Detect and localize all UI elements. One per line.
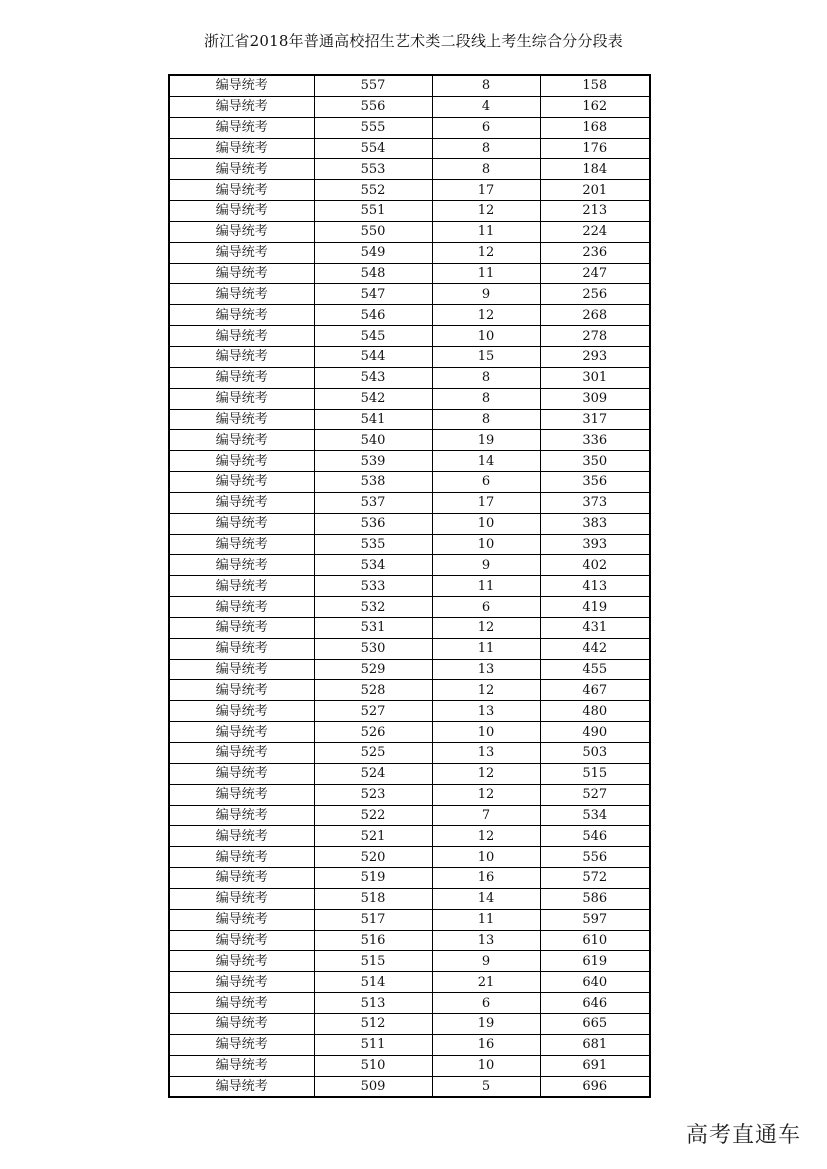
cumulative-cell: 534 [540,805,650,826]
count-cell: 5 [432,1076,540,1097]
cumulative-cell: 442 [540,638,650,659]
cumulative-cell: 301 [540,367,650,388]
score-cell: 510 [314,1055,432,1076]
table-row [169,597,650,618]
category-cell: 编导统考 [169,1034,314,1055]
score-cell: 533 [314,576,432,597]
table-row [169,1034,650,1055]
score-cell: 548 [314,263,432,284]
category-cell: 编导统考 [169,576,314,597]
category-cell: 编导统考 [169,638,314,659]
table-row [169,451,650,472]
count-cell: 9 [432,284,540,305]
count-cell: 12 [432,680,540,701]
score-cell: 549 [314,242,432,263]
category-cell: 编导统考 [169,284,314,305]
table-row [169,180,650,201]
count-cell: 17 [432,492,540,513]
count-cell: 13 [432,659,540,680]
category-cell: 编导统考 [169,617,314,638]
count-cell: 11 [432,576,540,597]
score-cell: 523 [314,784,432,805]
table-row [169,972,650,993]
score-cell: 555 [314,117,432,138]
count-cell: 14 [432,451,540,472]
table-row [169,284,650,305]
category-cell: 编导统考 [169,805,314,826]
table-row [169,242,650,263]
category-cell: 编导统考 [169,242,314,263]
cumulative-cell: 184 [540,159,650,180]
score-cell: 550 [314,221,432,242]
score-cell: 547 [314,284,432,305]
count-cell: 11 [432,638,540,659]
score-cell: 551 [314,201,432,222]
cumulative-cell: 256 [540,284,650,305]
count-cell: 13 [432,743,540,764]
cumulative-cell: 431 [540,617,650,638]
table-row [169,346,650,367]
table-row [169,701,650,722]
score-cell: 554 [314,138,432,159]
cumulative-cell: 527 [540,784,650,805]
cumulative-cell: 247 [540,263,650,284]
count-cell: 8 [432,409,540,430]
score-cell: 519 [314,868,432,889]
category-cell: 编导统考 [169,534,314,555]
score-cell: 541 [314,409,432,430]
table-row [169,513,650,534]
table-row [169,680,650,701]
table-row [169,159,650,180]
count-cell: 11 [432,221,540,242]
score-cell: 539 [314,451,432,472]
cumulative-cell: 572 [540,868,650,889]
table-row [169,805,650,826]
category-cell: 编导统考 [169,930,314,951]
cumulative-cell: 546 [540,826,650,847]
table-row [169,951,650,972]
score-cell: 509 [314,1076,432,1097]
category-cell: 编导统考 [169,409,314,430]
score-cell: 527 [314,701,432,722]
count-cell: 17 [432,180,540,201]
count-cell: 15 [432,346,540,367]
count-cell: 10 [432,722,540,743]
table-row [169,1055,650,1076]
table-row [169,763,650,784]
score-cell: 521 [314,826,432,847]
score-cell: 544 [314,346,432,367]
category-cell: 编导统考 [169,117,314,138]
category-cell: 编导统考 [169,680,314,701]
cumulative-cell: 646 [540,993,650,1014]
category-cell: 编导统考 [169,847,314,868]
cumulative-cell: 293 [540,346,650,367]
table-row [169,930,650,951]
cumulative-cell: 236 [540,242,650,263]
score-cell: 515 [314,951,432,972]
category-cell: 编导统考 [169,472,314,493]
category-cell: 编导统考 [169,993,314,1014]
score-cell: 520 [314,847,432,868]
score-cell: 540 [314,430,432,451]
score-cell: 522 [314,805,432,826]
table-row [169,659,650,680]
table-row [169,784,650,805]
cumulative-cell: 393 [540,534,650,555]
score-cell: 526 [314,722,432,743]
cumulative-cell: 480 [540,701,650,722]
table-row [169,96,650,117]
score-cell: 525 [314,743,432,764]
table-row [169,430,650,451]
score-cell: 534 [314,555,432,576]
count-cell: 16 [432,1034,540,1055]
cumulative-cell: 317 [540,409,650,430]
category-cell: 编导统考 [169,159,314,180]
table-row [169,888,650,909]
count-cell: 8 [432,367,540,388]
count-cell: 12 [432,305,540,326]
table-row [169,555,650,576]
score-cell: 557 [314,75,432,96]
cumulative-cell: 278 [540,326,650,347]
cumulative-cell: 597 [540,909,650,930]
score-cell: 516 [314,930,432,951]
count-cell: 6 [432,597,540,618]
cumulative-cell: 467 [540,680,650,701]
cumulative-cell: 586 [540,888,650,909]
category-cell: 编导统考 [169,388,314,409]
score-cell: 517 [314,909,432,930]
category-cell: 编导统考 [169,221,314,242]
cumulative-cell: 350 [540,451,650,472]
count-cell: 8 [432,138,540,159]
count-cell: 10 [432,326,540,347]
cumulative-cell: 696 [540,1076,650,1097]
count-cell: 6 [432,117,540,138]
category-cell: 编导统考 [169,743,314,764]
table-row [169,305,650,326]
score-cell: 537 [314,492,432,513]
score-cell: 512 [314,1013,432,1034]
count-cell: 19 [432,430,540,451]
category-cell: 编导统考 [169,96,314,117]
category-cell: 编导统考 [169,888,314,909]
score-table-body [169,75,650,1097]
category-cell: 编导统考 [169,597,314,618]
count-cell: 12 [432,784,540,805]
score-cell: 530 [314,638,432,659]
cumulative-cell: 213 [540,201,650,222]
cumulative-cell: 224 [540,221,650,242]
cumulative-cell: 610 [540,930,650,951]
cumulative-cell: 176 [540,138,650,159]
count-cell: 12 [432,242,540,263]
table-row [169,201,650,222]
score-cell: 511 [314,1034,432,1055]
table-row [169,993,650,1014]
category-cell: 编导统考 [169,909,314,930]
table-row [169,117,650,138]
cumulative-cell: 268 [540,305,650,326]
category-cell: 编导统考 [169,75,314,96]
category-cell: 编导统考 [169,180,314,201]
cumulative-cell: 556 [540,847,650,868]
count-cell: 14 [432,888,540,909]
count-cell: 9 [432,951,540,972]
cumulative-cell: 681 [540,1034,650,1055]
table-row [169,388,650,409]
table-row [169,638,650,659]
category-cell: 编导统考 [169,951,314,972]
table-row [169,1013,650,1034]
category-cell: 编导统考 [169,722,314,743]
cumulative-cell: 419 [540,597,650,618]
category-cell: 编导统考 [169,826,314,847]
cumulative-cell: 402 [540,555,650,576]
count-cell: 8 [432,388,540,409]
score-cell: 528 [314,680,432,701]
score-cell: 536 [314,513,432,534]
score-cell: 542 [314,388,432,409]
score-cell: 545 [314,326,432,347]
cumulative-cell: 373 [540,492,650,513]
cumulative-cell: 162 [540,96,650,117]
category-cell: 编导统考 [169,492,314,513]
category-cell: 编导统考 [169,430,314,451]
count-cell: 10 [432,847,540,868]
count-cell: 10 [432,1055,540,1076]
table-row [169,1076,650,1097]
cumulative-cell: 383 [540,513,650,534]
score-cell: 524 [314,763,432,784]
category-cell: 编导统考 [169,555,314,576]
count-cell: 11 [432,263,540,284]
table-row [169,722,650,743]
score-cell: 546 [314,305,432,326]
score-cell: 535 [314,534,432,555]
score-cell: 518 [314,888,432,909]
category-cell: 编导统考 [169,263,314,284]
count-cell: 7 [432,805,540,826]
count-cell: 13 [432,701,540,722]
cumulative-cell: 336 [540,430,650,451]
count-cell: 4 [432,96,540,117]
count-cell: 12 [432,617,540,638]
count-cell: 11 [432,909,540,930]
category-cell: 编导统考 [169,1076,314,1097]
table-row [169,909,650,930]
score-cell: 553 [314,159,432,180]
cumulative-cell: 309 [540,388,650,409]
count-cell: 19 [432,1013,540,1034]
table-row [169,826,650,847]
count-cell: 6 [432,472,540,493]
table-row [169,534,650,555]
page-title: 浙江省2018年普通高校招生艺术类二段线上考生综合分分段表 [204,32,623,50]
cumulative-cell: 158 [540,75,650,96]
score-cell: 552 [314,180,432,201]
category-cell: 编导统考 [169,701,314,722]
count-cell: 9 [432,555,540,576]
count-cell: 6 [432,993,540,1014]
category-cell: 编导统考 [169,326,314,347]
table-row [169,576,650,597]
table-row [169,472,650,493]
category-cell: 编导统考 [169,1055,314,1076]
count-cell: 12 [432,826,540,847]
category-cell: 编导统考 [169,763,314,784]
table-row [169,617,650,638]
score-cell: 514 [314,972,432,993]
count-cell: 8 [432,75,540,96]
category-cell: 编导统考 [169,513,314,534]
table-row [169,263,650,284]
category-cell: 编导统考 [169,451,314,472]
cumulative-cell: 490 [540,722,650,743]
category-cell: 编导统考 [169,367,314,388]
count-cell: 12 [432,201,540,222]
category-cell: 编导统考 [169,784,314,805]
table-row [169,75,650,96]
count-cell: 8 [432,159,540,180]
score-cell: 531 [314,617,432,638]
cumulative-cell: 515 [540,763,650,784]
category-cell: 编导统考 [169,1013,314,1034]
count-cell: 16 [432,868,540,889]
table-row [169,868,650,889]
cumulative-cell: 665 [540,1013,650,1034]
cumulative-cell: 619 [540,951,650,972]
score-cell: 538 [314,472,432,493]
table-row [169,409,650,430]
category-cell: 编导统考 [169,138,314,159]
score-cell: 532 [314,597,432,618]
table-row [169,847,650,868]
score-cell: 529 [314,659,432,680]
category-cell: 编导统考 [169,201,314,222]
category-cell: 编导统考 [169,972,314,993]
score-table [168,74,651,1098]
cumulative-cell: 413 [540,576,650,597]
watermark: 高考直通车 [685,1123,801,1148]
count-cell: 10 [432,534,540,555]
category-cell: 编导统考 [169,305,314,326]
cumulative-cell: 455 [540,659,650,680]
cumulative-cell: 640 [540,972,650,993]
count-cell: 12 [432,763,540,784]
cumulative-cell: 503 [540,743,650,764]
table-row [169,743,650,764]
count-cell: 13 [432,930,540,951]
category-cell: 编导统考 [169,659,314,680]
table-row [169,221,650,242]
category-cell: 编导统考 [169,346,314,367]
cumulative-cell: 691 [540,1055,650,1076]
table-row [169,326,650,347]
score-cell: 543 [314,367,432,388]
category-cell: 编导统考 [169,868,314,889]
cumulative-cell: 201 [540,180,650,201]
count-cell: 10 [432,513,540,534]
table-row [169,367,650,388]
score-cell: 513 [314,993,432,1014]
score-cell: 556 [314,96,432,117]
table-row [169,138,650,159]
cumulative-cell: 356 [540,472,650,493]
cumulative-cell: 168 [540,117,650,138]
table-row [169,492,650,513]
count-cell: 21 [432,972,540,993]
